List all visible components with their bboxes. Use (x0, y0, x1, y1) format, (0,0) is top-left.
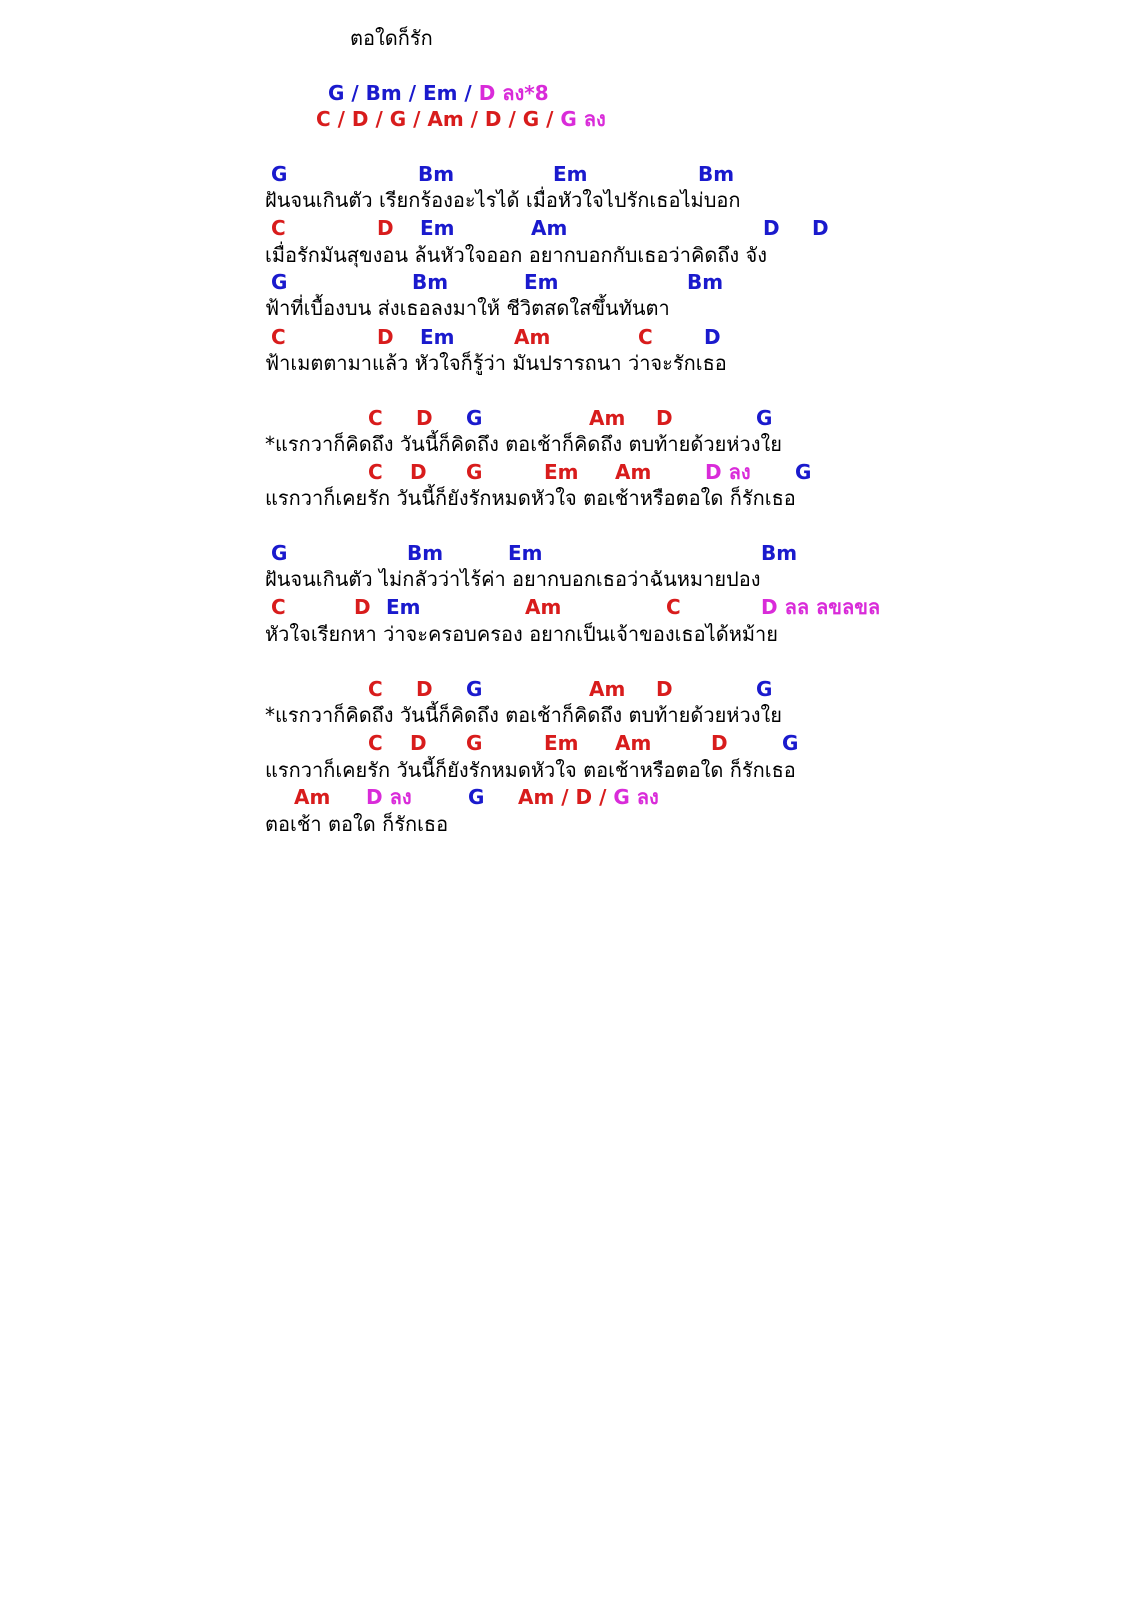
chord: G (756, 677, 773, 701)
chord: Bm (687, 270, 724, 294)
chord: D (763, 216, 780, 240)
lyric-line: ฝันจนเกินตัว ไม่กลัวว่าไร้ค่า อยากบอกเธอว่าฉันหมายปอง (265, 567, 761, 591)
chord: C (368, 406, 383, 430)
chord: D (711, 731, 728, 755)
chord: Em (544, 731, 579, 755)
outro-chords-main: Am / D / (518, 785, 614, 809)
outro-chords (518, 787, 659, 807)
chord: D (377, 216, 394, 240)
chord: Em (420, 325, 455, 349)
chord: D ลง (705, 460, 751, 484)
chord: D (812, 216, 829, 240)
chord: G (782, 731, 799, 755)
chord: G (468, 785, 485, 809)
chord: Bm (418, 162, 455, 186)
lyric-line: ฟ้าที่เบื้องบน ส่งเธอลงมาให้ ชีวิตสดใสขึ้นทันตา (265, 296, 670, 320)
lyric-line: แรกวาก็เคยรัก วันนี้ก็ยังรักหมดหัวใจ ตอเช้าหรือตอใด ก็รักเธอ (265, 486, 796, 510)
chord: D (656, 677, 673, 701)
chord: Em (553, 162, 588, 186)
chord: Am (514, 325, 551, 349)
chord: Am (589, 406, 626, 430)
chord: G (466, 677, 483, 701)
chord: G (466, 460, 483, 484)
chord: G (271, 541, 288, 565)
chord: C (666, 595, 681, 619)
chord: G (271, 270, 288, 294)
chord: Em (544, 460, 579, 484)
chord: Bm (412, 270, 449, 294)
lyric-line: หัวใจเรียกหา ว่าจะครอบครอง อยากเป็นเจ้าของเธอได้หม้าย (265, 622, 779, 646)
chord: G (756, 406, 773, 430)
chord: D ลล ลขลขล (761, 595, 881, 619)
lyric-line: *แรกวาก็คิดถึง วันนี้ก็คิดถึง ตอเช้าก็คิดถึง ตบท้ายด้วยห่วงใย (265, 703, 782, 727)
chord: Am (294, 785, 331, 809)
lyric-line: *แรกวาก็คิดถึง วันนี้ก็คิดถึง ตอเช้าก็คิดถึง ตบท้ายด้วยห่วงใย (265, 432, 782, 456)
chord: C (271, 216, 286, 240)
intro-chords-1-down: D ลง*8 (478, 81, 549, 105)
chord: D (656, 406, 673, 430)
chord: D (416, 406, 433, 430)
intro-chords-2-down: G ลง (560, 107, 606, 131)
intro-line-2 (316, 109, 606, 129)
chord: Am (615, 460, 652, 484)
intro-line-1 (328, 83, 549, 103)
chord: C (368, 731, 383, 755)
chord: G (271, 162, 288, 186)
chord: C (271, 595, 286, 619)
chord: Bm (407, 541, 444, 565)
song-title: ตอใดก็รัก (350, 26, 433, 50)
chord: Em (524, 270, 559, 294)
chord: C (638, 325, 653, 349)
outro-chords-down: G ลง (613, 785, 659, 809)
lyric-line: แรกวาก็เคยรัก วันนี้ก็ยังรักหมดหัวใจ ตอเช้าหรือตอใด ก็รักเธอ (265, 758, 796, 782)
lyric-line: ตอเช้า ตอใด ก็รักเธอ (265, 812, 449, 836)
chord: Bm (698, 162, 735, 186)
chord: D (416, 677, 433, 701)
chord: C (368, 677, 383, 701)
chord: Em (508, 541, 543, 565)
chord: D ลง (366, 785, 412, 809)
chord: Em (420, 216, 455, 240)
chord: G (466, 406, 483, 430)
chord: Am (525, 595, 562, 619)
chord: Bm (761, 541, 798, 565)
chord: D (704, 325, 721, 349)
chord: G (466, 731, 483, 755)
chord: Am (589, 677, 626, 701)
lyric-line: เมื่อรักมันสุขงอน ล้นหัวใจออก อยากบอกกับเธอว่าคิดถึง จัง (265, 243, 768, 267)
chord: C (271, 325, 286, 349)
chord: Em (386, 595, 421, 619)
chord: D (354, 595, 371, 619)
chord: D (410, 460, 427, 484)
chord: Am (531, 216, 568, 240)
lyric-line: ฟ้าเมตตามาแล้ว หัวใจก็รู้ว่า มันปรารถนา ว่าจะรักเธอ (265, 351, 727, 375)
chord: G (795, 460, 812, 484)
intro-chords-1: G / Bm / Em / (328, 81, 479, 105)
lyric-line: ฝันจนเกินตัว เรียกร้องอะไรได้ เมื่อหัวใจไปรักเธอไม่บอก (265, 188, 741, 212)
chord: D (377, 325, 394, 349)
chord: C (368, 460, 383, 484)
chord: Am (615, 731, 652, 755)
intro-chords-2: C / D / G / Am / D / G / (316, 107, 561, 131)
chord: D (410, 731, 427, 755)
